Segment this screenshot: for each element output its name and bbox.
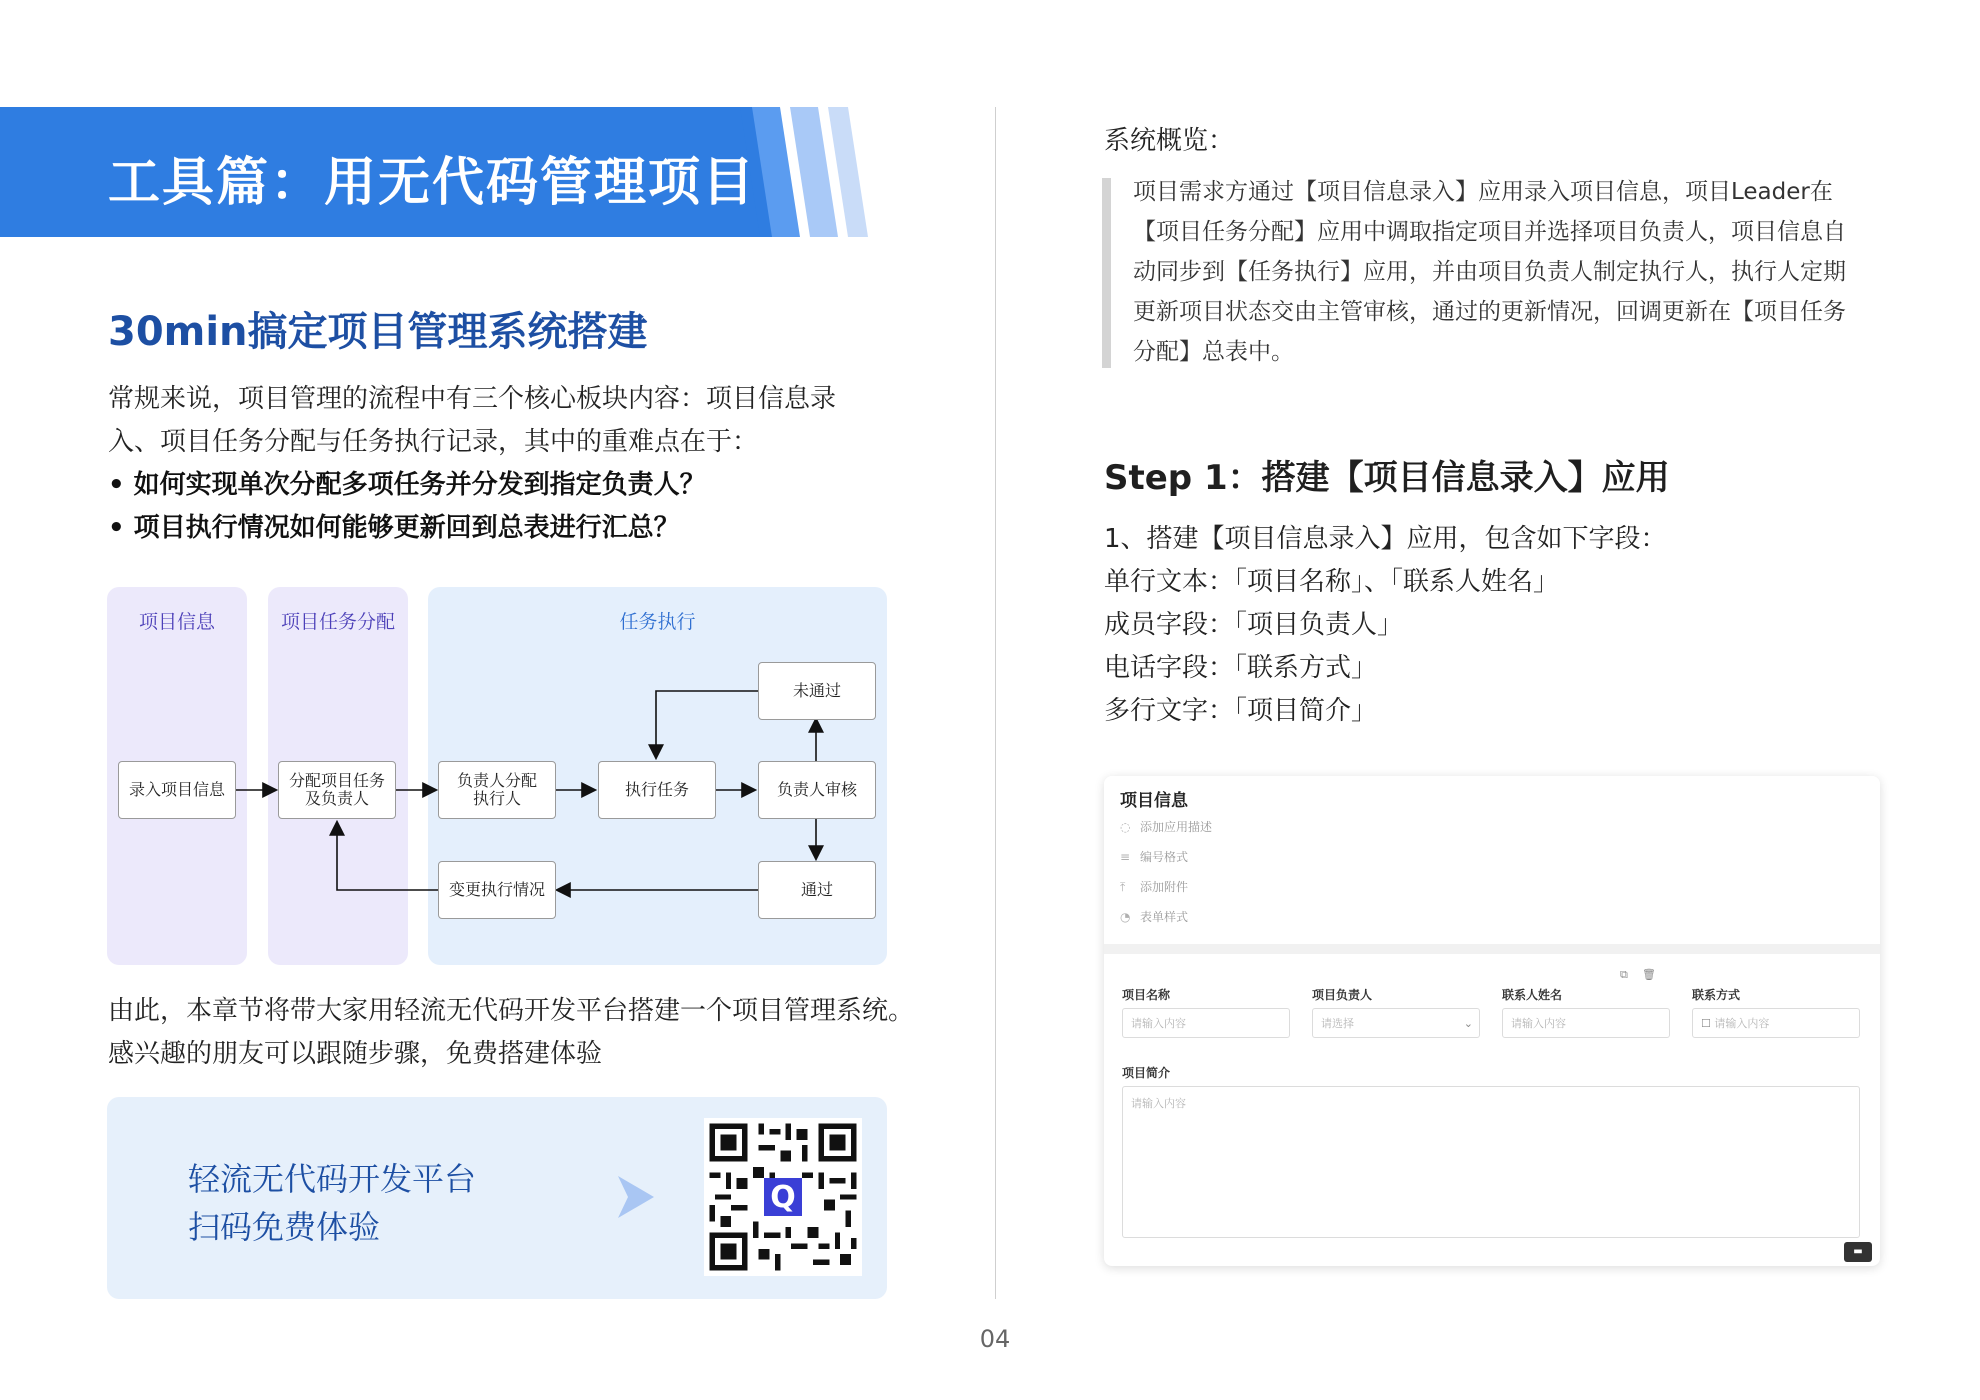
field-line-5: 多行文字：「项目简介」 <box>1104 696 1378 726</box>
phone-icon: ☐ <box>1701 1017 1715 1030</box>
cta-line-1: 轻流无代码开发平台 <box>188 1160 477 1198</box>
form-title: 项目信息 <box>1120 791 1188 811</box>
form-separator <box>1104 944 1880 954</box>
quote-line-4: 更新项目状态交由主管审核，通过的更新情况，回调更新在【项目任务 <box>1133 299 1846 325</box>
svg-text:Q: Q <box>770 1179 796 1215</box>
page-divider <box>995 107 996 1299</box>
comment-icon: ◌ <box>1120 820 1131 834</box>
project-summary-textarea[interactable]: 请输入内容 <box>1122 1086 1860 1238</box>
step-title: Step 1：搭建【项目信息录入】应用 <box>1104 458 1670 498</box>
option-form-style[interactable] <box>1120 908 1188 925</box>
lane-title-task-assignment: 项目任务分配 <box>280 611 395 633</box>
field-line-3: 成员字段：「项目负责人」 <box>1104 610 1404 640</box>
flow-node-review <box>758 761 876 819</box>
option-add-description[interactable] <box>1120 818 1212 835</box>
flow-node-passed-label: 通过 <box>800 880 833 899</box>
option-add-attachment[interactable] <box>1120 878 1188 895</box>
overview-label: 系统概览： <box>1104 126 1235 156</box>
option-form-style-label: 表单样式 <box>1140 910 1189 924</box>
intro-line-1: 常规来说，项目管理的流程中有三个核心板块内容：项目信息录 <box>108 384 837 414</box>
quote-bar <box>1102 178 1111 368</box>
field-label-contact-method: 联系方式 <box>1692 988 1741 1002</box>
numbering-icon: ≡ <box>1120 850 1131 864</box>
flow-node-execute-label: 执行任务 <box>624 780 689 799</box>
bullet-2: • 项目执行情况如何能够更新回到总表进行汇总？ <box>108 513 680 543</box>
flow-node-review-label: 负责人审核 <box>776 780 857 799</box>
option-add-description-label: 添加应用描述 <box>1140 820 1213 834</box>
flow-node-rejected-label: 未通过 <box>792 681 841 700</box>
field-line-2: 单行文本：「项目名称」、「联系人姓名」 <box>1104 567 1560 597</box>
project-owner-select[interactable] <box>1312 1008 1480 1038</box>
field-label-project-summary: 项目简介 <box>1122 1066 1171 1080</box>
flow-node-assign <box>278 761 396 819</box>
flow-node-entry-label: 录入项目信息 <box>128 780 225 799</box>
flow-node-assign-line-2: 及负责人 <box>304 789 369 808</box>
contact-name-input[interactable]: 请输入内容 <box>1502 1008 1670 1038</box>
flow-node-execute <box>598 761 716 819</box>
field-line-4: 电话字段：「联系方式」 <box>1104 653 1378 683</box>
quote-line-2: 【项目任务分配】应用中调取指定项目并选择项目负责人，项目信息自 <box>1133 219 1846 245</box>
field-label-project-owner: 项目负责人 <box>1312 988 1373 1002</box>
option-add-attachment-label: 添加附件 <box>1140 880 1189 894</box>
field-line-1: 1、搭建【项目信息录入】应用，包含如下字段： <box>1104 524 1667 554</box>
form-preview <box>1104 776 1880 1266</box>
upload-icon: ⤒ <box>1120 880 1126 894</box>
flow-node-update-label: 变更执行情况 <box>448 880 545 899</box>
chevron-right-icon <box>614 1172 656 1222</box>
section-title: 30min搞定项目管理系统搭建 <box>108 309 648 355</box>
option-number-format[interactable] <box>1120 848 1188 865</box>
flow-node-owner-line-1: 负责人分配 <box>456 771 537 790</box>
copy-icon[interactable]: ⧉ <box>1620 968 1628 981</box>
chevron-down-icon: ⌄ <box>1463 1017 1473 1030</box>
flow-node-assign-line-1: 分配项目任务 <box>288 771 385 790</box>
field-label-project-name: 项目名称 <box>1122 988 1171 1002</box>
palette-icon: ◔ <box>1120 910 1131 924</box>
flow-node-owner-assign <box>438 761 556 819</box>
bullet-1: • 如何实现单次分配多项任务并分发到指定负责人？ <box>108 470 706 500</box>
chat-icon[interactable]: ▬ <box>1844 1242 1872 1262</box>
field-label-contact-name: 联系人姓名 <box>1502 988 1563 1002</box>
delete-icon[interactable]: 🗑 <box>1642 968 1656 981</box>
project-owner-placeholder: 请选择 <box>1321 1017 1354 1030</box>
banner-title: 工具篇：用无代码管理项目 <box>108 153 757 213</box>
project-name-input[interactable]: 请输入内容 <box>1122 1008 1290 1038</box>
contact-method-placeholder: 请输入内容 <box>1714 1017 1770 1030</box>
cta-line-2: 扫码免费体验 <box>188 1208 381 1246</box>
flow-node-entry <box>118 761 236 819</box>
page-number: 04 <box>979 1325 1011 1353</box>
quote-line-1: 项目需求方通过【项目信息录入】应用录入项目信息，项目Leader在 <box>1133 179 1833 205</box>
option-number-format-label: 编号格式 <box>1140 850 1189 864</box>
lane-title-project-info: 项目信息 <box>138 611 215 633</box>
quote-line-5: 分配】总表中。 <box>1133 339 1294 365</box>
outro-line-1: 由此，本章节将带大家用轻流无代码开发平台搭建一个项目管理系统。 <box>108 996 915 1026</box>
contact-method-input[interactable] <box>1692 1008 1860 1038</box>
outro-line-2: 感兴趣的朋友可以跟随步骤，免费搭建体验 <box>108 1039 603 1069</box>
form-header <box>1104 776 1880 944</box>
qr-code-icon[interactable] <box>704 1118 862 1276</box>
flow-node-update <box>438 861 556 919</box>
flow-node-rejected <box>758 662 876 720</box>
quote-line-3: 动同步到【任务执行】应用，并由项目负责人制定执行人，执行人定期 <box>1133 259 1846 285</box>
flow-node-passed <box>758 861 876 919</box>
flow-node-owner-line-2: 执行人 <box>472 789 521 808</box>
flow-connectors <box>0 0 900 980</box>
intro-line-2: 入、项目任务分配与任务执行记录，其中的重难点在于： <box>108 427 759 457</box>
lane-title-task-execution: 任务执行 <box>619 611 696 633</box>
